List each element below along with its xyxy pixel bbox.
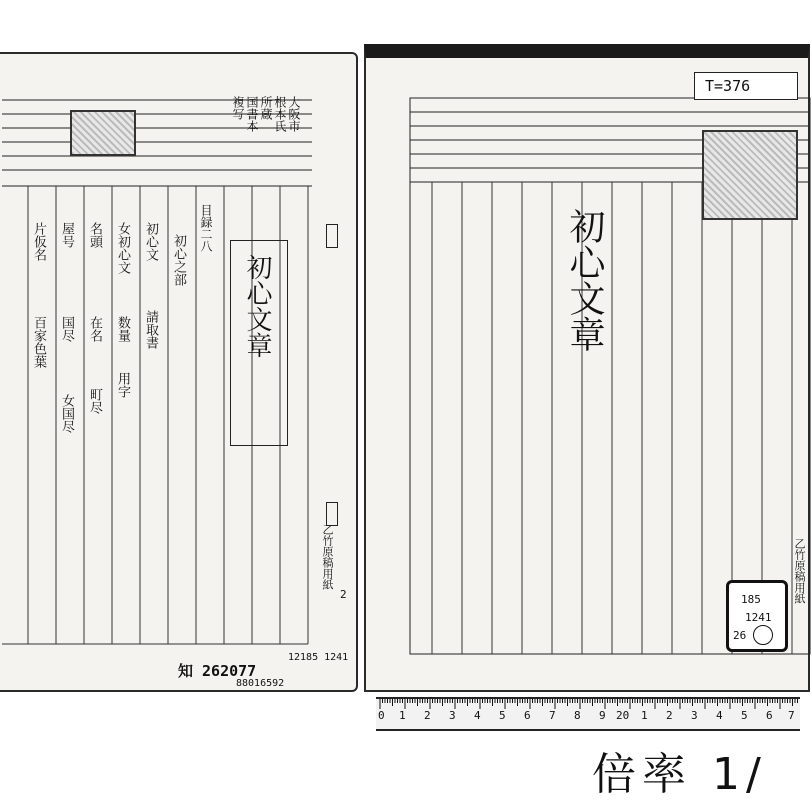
paper-maker-label: 乙竹原稿用紙	[793, 538, 806, 604]
mokuroku-label: 目録二八	[199, 204, 213, 252]
accession-number: 88016592	[236, 678, 285, 689]
ruler-digit: 7	[549, 709, 556, 722]
magnification-label: 倍率 1/	[592, 749, 767, 800]
shelf-label-sub: 1241	[745, 611, 772, 624]
column-entry: 名頭	[87, 222, 102, 248]
owner-line: 大阪市	[287, 96, 301, 132]
ruler-digits	[376, 709, 800, 725]
ruler-zero: 0	[378, 709, 385, 722]
catalog-tag	[694, 72, 798, 100]
column-entry: 女初心文	[115, 222, 130, 274]
owner-line: 所蔵	[259, 96, 273, 120]
owner-line: 根本氏	[273, 96, 287, 132]
stamp-number: 知 262077	[178, 662, 257, 680]
left-page-ruling	[0, 54, 360, 694]
ruler-digit: 4	[716, 709, 723, 722]
column-entry: 初心之部	[171, 234, 186, 286]
shelf-label	[726, 580, 788, 652]
ruler-digit: 9	[599, 709, 606, 722]
column-entry: 在名	[87, 316, 102, 342]
ruler-digit: 3	[691, 709, 698, 722]
ruler-digit: 6	[524, 709, 531, 722]
column-entry: 屋号	[59, 222, 74, 248]
column-entry: 数量	[115, 316, 130, 342]
ruler-digit: 7	[788, 709, 795, 722]
document-title: 初心文章	[564, 208, 605, 352]
ruler-digit: 20	[616, 709, 630, 722]
ruler-digit: 2	[424, 709, 431, 722]
margin-tab	[326, 224, 338, 248]
library-seal	[70, 110, 136, 156]
ruler-digit: 1	[641, 709, 648, 722]
column-entry: 百家色葉	[31, 316, 46, 368]
ruler-digit: 1	[399, 709, 406, 722]
column-entry: 請取書	[143, 310, 158, 349]
ownership-seal	[702, 130, 798, 220]
ruler-digit: 8	[574, 709, 581, 722]
shelf-label-corner: 26	[733, 629, 747, 642]
ruler-digit: 6	[766, 709, 773, 722]
column-entry: 国尽	[59, 316, 74, 342]
call-number: 12185 1241	[288, 652, 349, 663]
scale-ruler	[376, 697, 800, 731]
ruler-digit: 4	[474, 709, 481, 722]
column-entry: 女国尽	[59, 394, 74, 433]
column-entry: 初心文	[143, 222, 158, 261]
column-entry: 片仮名	[31, 222, 46, 261]
ruler-digit: 5	[499, 709, 506, 722]
ruler-digit: 3	[449, 709, 456, 722]
catalog-tag-text: T=376	[705, 77, 751, 95]
left-page	[0, 52, 358, 692]
column-entry: 用字	[115, 372, 130, 398]
ruler-digit: 2	[666, 709, 673, 722]
shelf-label-circle	[753, 625, 773, 645]
margin-tab	[326, 502, 338, 526]
owner-line: 国書本	[245, 96, 259, 132]
ruler-digit: 5	[741, 709, 748, 722]
shelf-label-number: 185	[741, 593, 761, 606]
handwritten-title: 初心文章	[242, 254, 272, 358]
right-page	[364, 44, 810, 692]
owner-line: 複写	[231, 96, 245, 120]
page-mark: 2	[340, 588, 347, 601]
paper-maker-label: 乙竹原稿用紙	[321, 524, 334, 590]
column-entry: 町尽	[87, 388, 102, 414]
